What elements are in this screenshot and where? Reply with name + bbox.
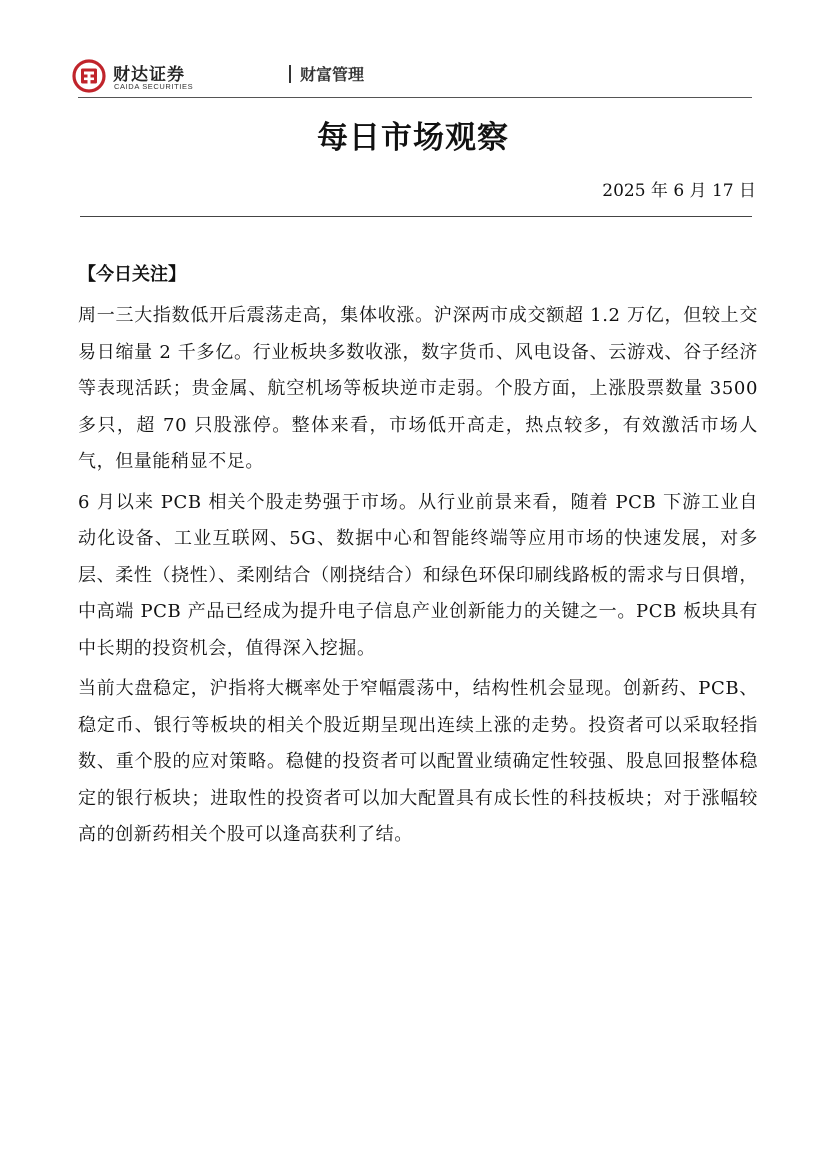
paragraph-strategy: 当前大盘稳定，沪指将大概率处于窄幅震荡中，结构性机会显现。创新药、PCB、稳定币、银行等板块的相关个股近期呈现出连续上涨的走势。投资者可以采取轻指数、重个股的应对策略。稳健的投资者可以配置业绩确定性较强、股息回报整体稳定的银行板块；进取性的投资者可以加大配置具有成长性的科技板块；对于涨幅较高的创新药相关个股可以逢高获利了结。 [78,678,758,845]
report-date: 2025 年 6 月 17 日 [602,181,756,201]
company-name-cn: 财达证券 [113,65,185,85]
header-divider [78,97,752,98]
company-name-en: CAIDA SECURITIES [114,82,194,91]
section-heading: 【今日关注】 [78,264,186,285]
brand-divider [289,65,291,83]
title-divider [80,216,752,217]
page-title: 每日市场观察 [317,120,509,156]
paragraph-pcb-outlook: 6 月以来 PCB 相关个股走势强于市场。从行业前景来看，随着 PCB 下游工业自动化设备、工业互联网、5G、数据中心和智能终端等应用市场的快速发展，对多层、柔性（挠性）、柔刚结合（刚挠结合）和绿色环保印刷线路板的需求与日俱增，中高端 PCB 产品已经成为提升电子信息产业创新能力的关键之一。PCB 板块具有中长期的投资机会，值得深入挖掘。 [78,491,758,659]
division-name: 财富管理 [300,65,365,84]
page-header [72,56,752,98]
article-body [78,298,758,858]
paragraph-market-summary: 周一三大指数低开后震荡走高，集体收涨。沪深两市成交额超 1.2 万亿，但较上交易日缩量 2 千多亿。行业板块多数收涨，数字货币、风电设备、云游戏、谷子经济等表现活跃；贵金属、航空机场等板块逆市走弱。个股方面，上涨股票数量 3500 多只，超 70 只股涨停。整体来看，市场低开高走，热点较多，有效激活市场人气，但量能稍显不足。 [78,305,758,472]
caida-logo-icon [72,59,106,93]
